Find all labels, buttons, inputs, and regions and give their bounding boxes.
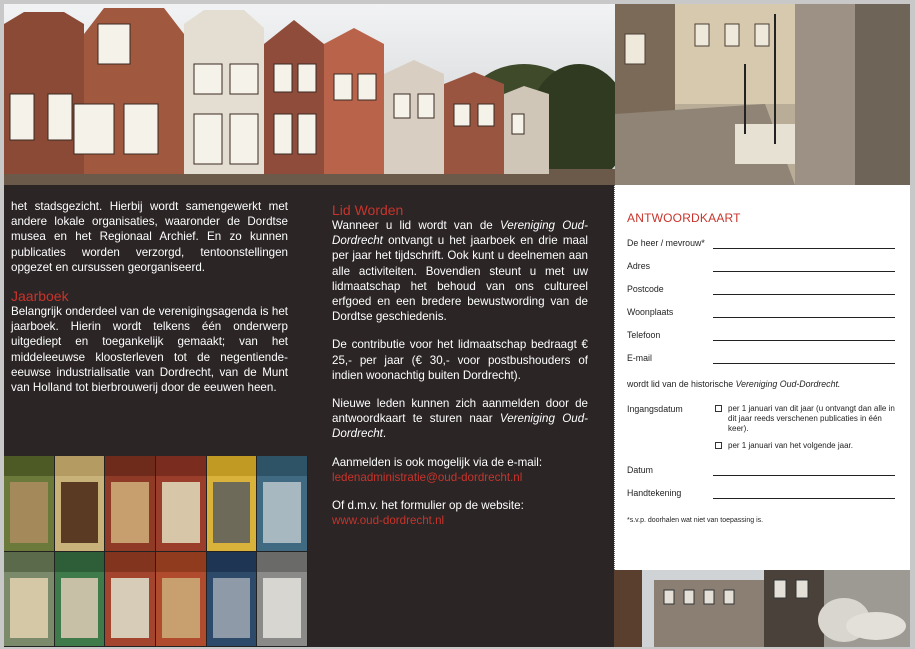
membership-statement-text: wordt lid van de historische (627, 379, 736, 389)
book-cover (156, 456, 207, 552)
website-intro: Of d.m.v. het formulier op de website: (332, 499, 524, 513)
field-label: Telefoon (627, 330, 661, 340)
book-cover (257, 552, 308, 648)
intro-paragraph: het stadsgezicht. Hierbij wordt samengewerkt met andere lokale organisaties, waaronder de Dordtse musea en het Regionaal Archief. En zo kunnen publicaties worden verzorgd, tentoonstellingen opgezet en cursussen georganiseerd. (11, 200, 288, 274)
option-this-year[interactable] (715, 404, 895, 434)
option-next-year[interactable] (715, 441, 895, 451)
book-cover (105, 456, 156, 552)
field-label: E-mail (627, 353, 652, 363)
checkbox-this-year[interactable] (715, 405, 722, 412)
field-line[interactable] (713, 317, 895, 318)
email-intro: Aanmelden is ook mogelijk via de e-mail: (332, 455, 543, 469)
ingangsdatum-label: Ingangsdatum (627, 404, 683, 414)
website-link[interactable]: www.oud-dordrecht.nl (332, 514, 445, 528)
membership-statement-em: Vereniging Oud-Dordrecht. (735, 379, 841, 389)
field-label: De heer / mevrouw* (627, 238, 705, 248)
new-members-paragraph (332, 396, 588, 442)
photo-historic-houses (4, 4, 615, 185)
reply-card (614, 185, 910, 570)
field-line[interactable] (713, 248, 895, 249)
reply-card-title: ANTWOORDKAART (627, 211, 741, 225)
book-cover (156, 552, 207, 648)
jaarboek-paragraph: Belangrijk onderdeel van de verenigingsagenda is het jaarboek. Hierin wordt telkens één onderwerp uitgediept en toegankelijk gemaakt; van het middeleeuwse kloosterleven tot de negentiende-eeuwse industrialisatie van Dordrecht, van de Munt van Holland tot bierbrouwerij door de eeuwen heen. (11, 305, 288, 395)
membership-statement (627, 379, 840, 389)
book-cover (207, 552, 258, 648)
email-link[interactable]: ledenadministratie@oud-dordrecht.nl (332, 470, 523, 484)
email-paragraph (332, 455, 588, 485)
book-cover (257, 456, 308, 552)
book-cover (4, 552, 55, 648)
jaarboek-heading: Jaarboek (11, 288, 69, 305)
new-members-text-b: . (382, 427, 387, 441)
field-line[interactable] (713, 363, 895, 364)
brochure-page (4, 4, 910, 647)
footnote: *s.v.p. doorhalen wat niet van toepassing is. (627, 517, 764, 524)
membership-text-em: Vereniging Oud-Dordrecht (332, 219, 588, 248)
field-line[interactable] (713, 294, 895, 295)
field-line[interactable] (713, 340, 895, 341)
book-cover (105, 552, 156, 648)
new-members-text-em: Vereniging Oud-Dordrecht (332, 412, 588, 441)
field-line[interactable] (713, 498, 895, 499)
field-label: Handtekening (627, 488, 682, 498)
field-line[interactable] (713, 475, 895, 476)
membership-text-a: Wanneer u lid wordt van de (332, 219, 500, 232)
membership-text-b: ontvangt u het jaarboek en drie maal per jaar het tijdschrift. Ook kunt u deelnemen aan alle activiteiten. Bovendien steunt u met uw lidmaatschap het behoud van ons cultureel erfgoed en een bredere bewustwording van de Dordtse geschiedenis. (332, 234, 588, 324)
photo-street-lion (614, 570, 910, 647)
lid-worden-heading: Lid Worden (332, 202, 404, 218)
field-label: Adres (627, 261, 650, 271)
houses-image (4, 4, 615, 185)
checkbox-next-year[interactable] (715, 442, 722, 449)
book-cover (55, 552, 106, 648)
left-column (11, 199, 288, 408)
field-line[interactable] (713, 271, 895, 272)
field-label: Postcode (627, 284, 664, 294)
field-label: Datum (627, 465, 653, 475)
middle-column (332, 202, 588, 541)
membership-paragraph (332, 218, 588, 324)
street-lion-image (614, 570, 910, 647)
book-cover (4, 456, 55, 552)
website-paragraph (332, 498, 588, 528)
photo-courtyard (615, 4, 910, 185)
field-label: Woonplaats (627, 307, 674, 317)
option-next-year-label: per 1 januari van het volgende jaar. (728, 441, 853, 450)
option-this-year-label: per 1 januari van dit jaar (u ontvangt dan alle in dit jaar reeds verschenen publicaties in één keer). (728, 404, 895, 433)
yearbook-covers-mosaic (4, 456, 308, 647)
new-members-text-a: Nieuwe leden kunnen zich aanmelden door de antwoordkaart te sturen naar (332, 397, 588, 426)
contribution-paragraph: De contributie voor het lidmaatschap bedraagt € 25,- per jaar (€ 30,- voor postbushouders of indien woonachtig buiten Dordrecht). (332, 338, 588, 382)
book-cover (55, 456, 106, 552)
courtyard-image (615, 4, 910, 185)
book-cover (207, 456, 258, 552)
